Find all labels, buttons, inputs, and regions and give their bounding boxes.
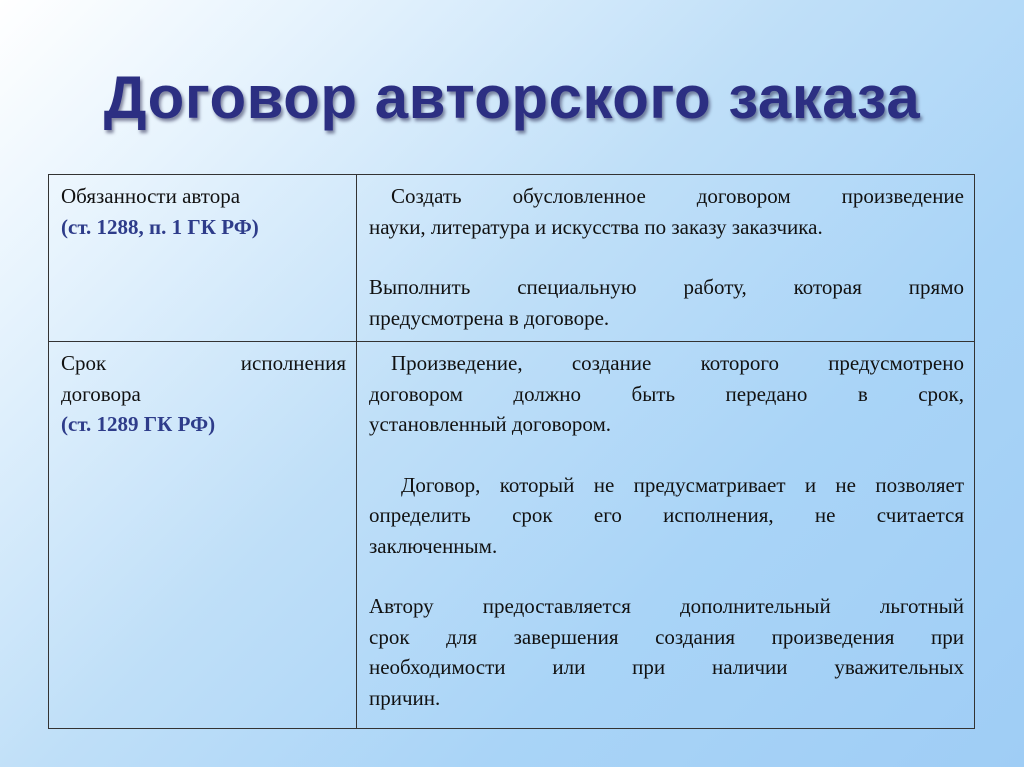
slide-title: Договор авторского заказа [103, 64, 921, 131]
row-content-cell [357, 175, 975, 342]
row-label [61, 348, 346, 379]
text-line: договором должно быть передано в срок, [369, 381, 964, 406]
paragraph [369, 348, 964, 440]
text-line: науки, литература и искусства по заказу заказчика. [369, 214, 823, 239]
row-label-word: Срок [61, 351, 107, 375]
paragraph [369, 470, 964, 562]
text-line: причин. [369, 685, 441, 710]
legal-reference: (ст. 1288, п. 1 ГК РФ) [61, 214, 259, 239]
legal-reference: (ст. 1289 ГК РФ) [61, 412, 216, 436]
row-label-cell [49, 342, 357, 729]
row-label-word: исполнения [240, 351, 346, 375]
text-line: Автору предоставляется дополнительный льготный [369, 594, 964, 618]
row-label-line: договора [61, 381, 141, 406]
text-line: Создать обусловленное договором произведение [391, 184, 964, 208]
text-line: предусмотрена в договоре. [369, 305, 610, 330]
table-row-term [49, 342, 975, 729]
row-label-cell [49, 175, 357, 342]
paragraph [369, 272, 964, 333]
text-line: Выполнить специальную работу, которая прямо [369, 275, 964, 299]
table-row-author-duties [49, 175, 975, 342]
row-content-cell [357, 342, 975, 729]
text-line: Произведение, создание которого предусмотрено [391, 351, 964, 375]
text-line: срок для завершения создания произведения при [369, 624, 964, 649]
paragraph [369, 181, 964, 242]
text-line: необходимости или при наличии уважительных [369, 655, 964, 679]
text-line: определить срок его исполнения, не считается [369, 503, 964, 527]
row-label: Обязанности автора [61, 184, 241, 208]
text-line: установленный договором. [369, 412, 612, 436]
text-line: заключенным. [369, 533, 498, 558]
paragraph [369, 591, 964, 713]
contract-terms-table [48, 174, 975, 729]
text-line: Договор, который не предусматривает и не позволяет [401, 472, 964, 497]
